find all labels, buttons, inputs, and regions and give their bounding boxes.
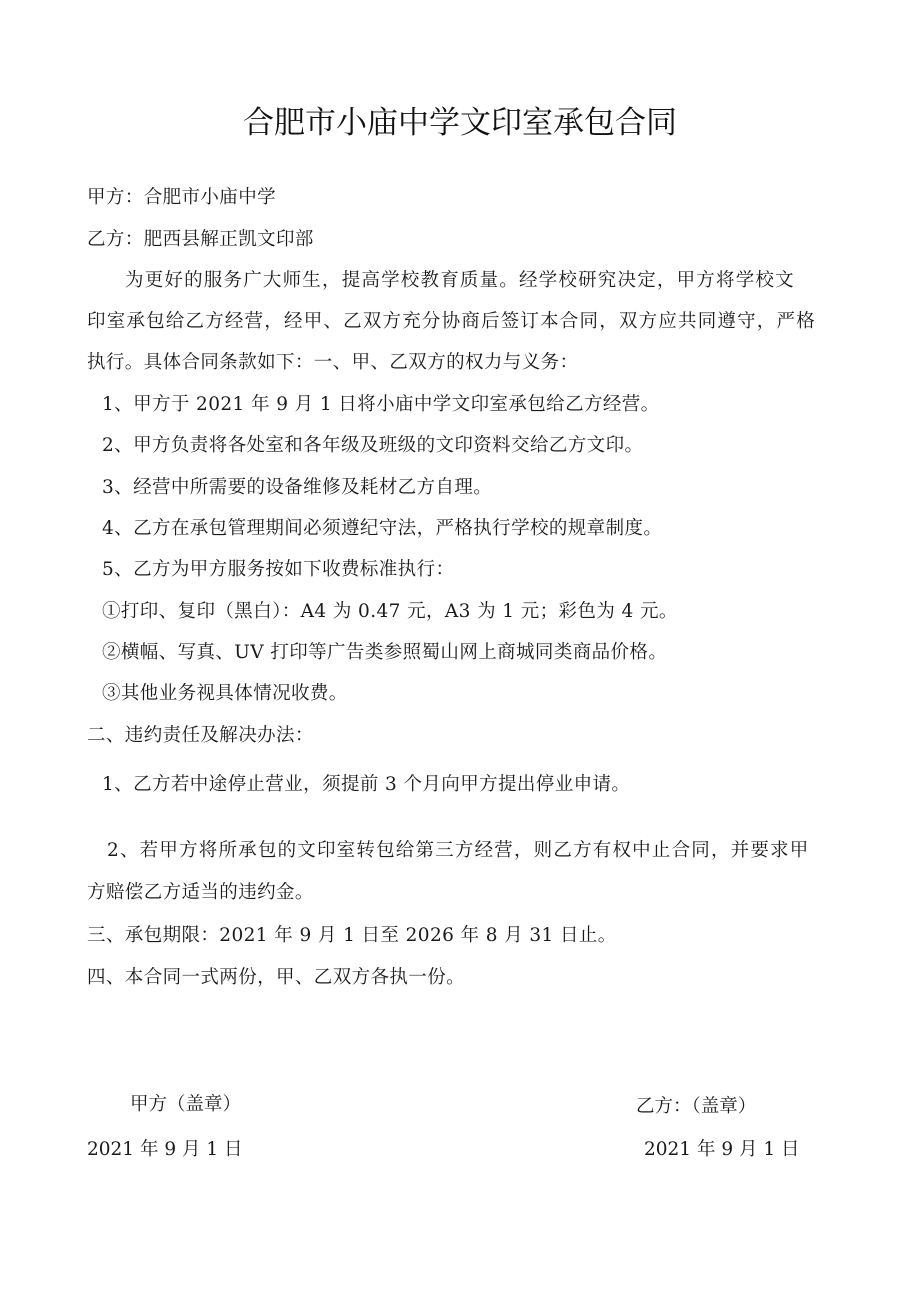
intro-line-1: 为更好的服务广大师生，提高学校教育质量。经学校研究决定，甲方将学校文 (125, 270, 795, 291)
contract-term: 三、承包期限：2021 年 9 月 1 日至 2026 年 8 月 31 日止。 (87, 925, 617, 946)
breach-heading: 二、违约责任及解决办法： (87, 725, 314, 746)
fee-item-1: ①打印、复印（黑白）：A4 为 0.47 元，A3 为 1 元；彩色为 4 元。 (102, 601, 678, 622)
copies-clause: 四、本合同一式两份，甲、乙双方各执一份。 (87, 967, 466, 988)
party-b: 乙方：肥西县解正凯文印部 (87, 229, 314, 250)
rights-item-5: 5、乙方为甲方服务按如下收费标准执行： (102, 559, 455, 580)
rights-item-2: 2、甲方负责将各处室和各年级及班级的文印资料交给乙方文印。 (102, 435, 644, 456)
breach-item-2-line-1: 2、若甲方将所承包的文印室转包给第三方经营，则乙方有权中止合同，并要求甲 (107, 840, 810, 861)
fee-item-2: ②横幅、写真、UV 打印等广告类参照蜀山网上商城同类商品价格。 (102, 642, 668, 663)
rights-item-3: 3、经营中所需要的设备维修及耗材乙方自理。 (102, 477, 493, 498)
party-b-date: 2021 年 9 月 1 日 (644, 1139, 800, 1160)
rights-item-4: 4、乙方在承包管理期间必须遵纪守法，严格执行学校的规章制度。 (102, 518, 663, 539)
breach-item-2-line-2: 方赔偿乙方适当的违约金。 (87, 882, 314, 903)
fee-item-3: ③其他业务视具体情况收费。 (102, 683, 348, 704)
rights-item-1: 1、甲方于 2021 年 9 月 1 日将小庙中学文印室承包给乙方经营。 (102, 394, 660, 415)
party-b-seal-label: 乙方：（盖章） (636, 1096, 757, 1117)
intro-line-3: 执行。具体合同条款如下：一、甲、乙双方的权力与义务： (87, 352, 579, 373)
breach-item-1: 1、乙方若中途停止营业，须提前 3 个月向甲方提出停业申请。 (102, 774, 631, 795)
party-a: 甲方：合肥市小庙中学 (87, 187, 277, 208)
party-a-date: 2021 年 9 月 1 日 (87, 1139, 243, 1160)
intro-line-2: 印室承包给乙方经营，经甲、乙双方充分协商后签订本合同，双方应共同遵守，严格 (87, 311, 816, 332)
party-a-seal-label: 甲方（盖章） (130, 1094, 242, 1115)
document-title: 合肥市小庙中学文印室承包合同 (243, 105, 677, 141)
